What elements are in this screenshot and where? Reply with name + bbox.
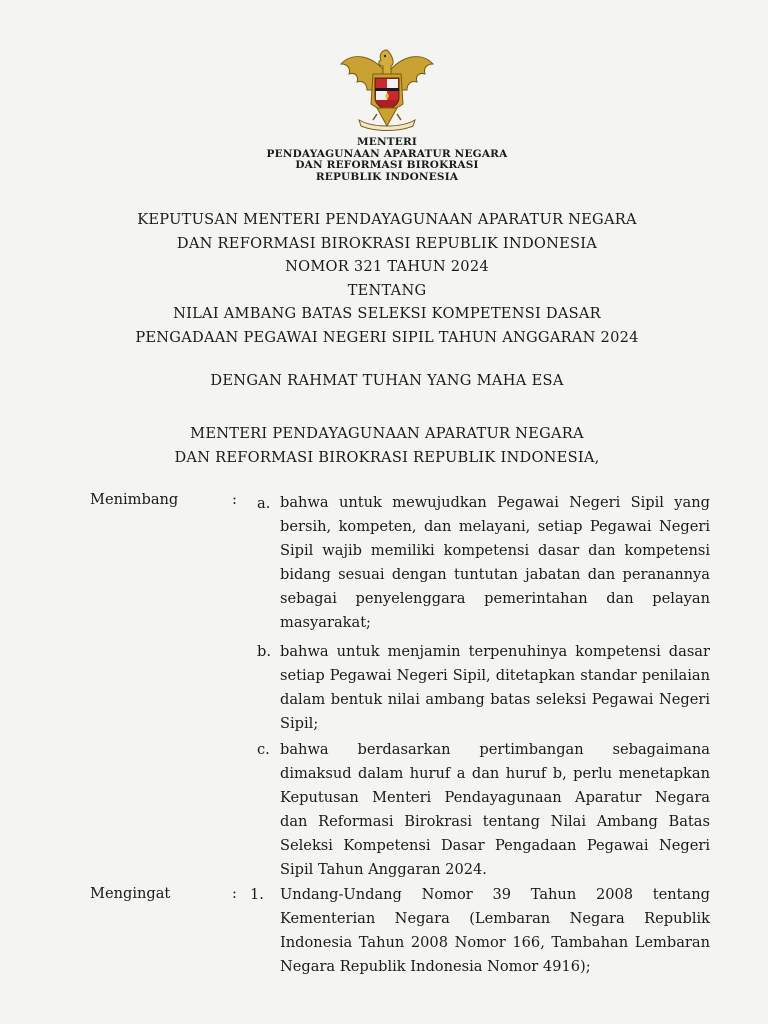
minister-heading xyxy=(90,422,684,469)
menimbang-colon: : xyxy=(232,491,237,508)
para-line: Sipil; xyxy=(280,715,319,732)
item-marker: b. xyxy=(257,643,271,660)
para-line: Negara Republik Indonesia Nomor 4916); xyxy=(280,958,591,975)
ministry-header xyxy=(200,137,574,183)
para-line: Seleksi Kompetensi Dasar Pengadaan Pegawai Negeri xyxy=(280,837,710,854)
title-line: TENTANG xyxy=(347,281,427,299)
minister-line: DAN REFORMASI BIROKRASI REPUBLIK INDONESIA, xyxy=(174,448,600,466)
menimbang-item-c xyxy=(280,738,710,882)
menimbang-item-b xyxy=(280,640,710,736)
title-line: NOMOR 321 TAHUN 2024 xyxy=(285,258,489,275)
garuda-emblem-icon xyxy=(337,44,437,132)
para-line: dimaksud dalam huruf a dan huruf b, perlu menetapkan xyxy=(280,765,710,782)
para-line: bidang sesuai dengan tuntutan jabatan dan peranannya xyxy=(280,566,710,583)
menimbang-item-a xyxy=(280,491,710,635)
para-line: setiap Pegawai Negeri Sipil, ditetapkan standar penilaian xyxy=(280,667,710,684)
item-marker: c. xyxy=(257,741,270,758)
para-line: Indonesia Tahun 2008 Nomor 166, Tambahan Lembaran xyxy=(280,934,710,951)
para-line: masyarakat; xyxy=(280,614,371,631)
minister-line: MENTERI PENDAYAGUNAAN APARATUR NEGARA xyxy=(190,425,584,442)
ministry-line: DAN REFORMASI BIROKRASI xyxy=(295,159,479,171)
item-marker: a. xyxy=(257,495,271,512)
para-line: Keputusan Menteri Pendayagunaan Aparatur Negara xyxy=(280,789,710,806)
para-line: bersih, kompeten, dan melayani, setiap Pegawai Negeri xyxy=(280,518,710,535)
title-line: NILAI AMBANG BATAS SELEKSI KOMPETENSI DASAR xyxy=(173,305,601,322)
menimbang-label: Menimbang xyxy=(90,491,179,508)
para-line: Sipil wajib memiliki kompetensi dasar dan kompetensi xyxy=(280,542,710,559)
para-line: sebagai penyelenggara pemerintahan dan pelayan xyxy=(280,590,710,607)
para-line: bahwa berdasarkan pertimbangan sebagaimana xyxy=(280,741,710,758)
item-marker: 1. xyxy=(250,886,264,903)
title-line: PENGADAAN PEGAWAI NEGERI SIPIL TAHUN ANGGARAN 2024 xyxy=(135,328,639,346)
para-line: Undang-Undang Nomor 39 Tahun 2008 tentang xyxy=(280,886,710,903)
ministry-line: REPUBLIK INDONESIA xyxy=(315,170,459,183)
para-line: dalam bentuk nilai ambang batas seleksi Pegawai Negeri xyxy=(280,691,710,708)
para-line: dan Reformasi Birokrasi tentang Nilai Ambang Batas xyxy=(280,813,710,830)
blessing-line: DENGAN RAHMAT TUHAN YANG MAHA ESA xyxy=(210,372,564,389)
para-line: bahwa untuk mewujudkan Pegawai Negeri Sipil yang xyxy=(280,494,710,511)
title-line: KEPUTUSAN MENTERI PENDAYAGUNAAN APARATUR NEGARA xyxy=(137,211,637,228)
para-line: Kementerian Negara (Lembaran Negara Republik xyxy=(280,910,710,927)
mengingat-label: Mengingat xyxy=(90,885,171,902)
ministry-line: MENTERI xyxy=(356,136,418,148)
para-line: Sipil Tahun Anggaran 2024. xyxy=(280,861,487,878)
ministry-line: PENDAYAGUNAAN APARATUR NEGARA xyxy=(266,147,508,160)
mengingat-item-1 xyxy=(280,883,710,979)
title-line: DAN REFORMASI BIROKRASI REPUBLIK INDONESIA xyxy=(176,234,598,252)
mengingat-colon: : xyxy=(232,885,237,902)
para-line: bahwa untuk menjamin terpenuhinya kompetensi dasar xyxy=(280,643,710,660)
document-title xyxy=(90,208,684,349)
